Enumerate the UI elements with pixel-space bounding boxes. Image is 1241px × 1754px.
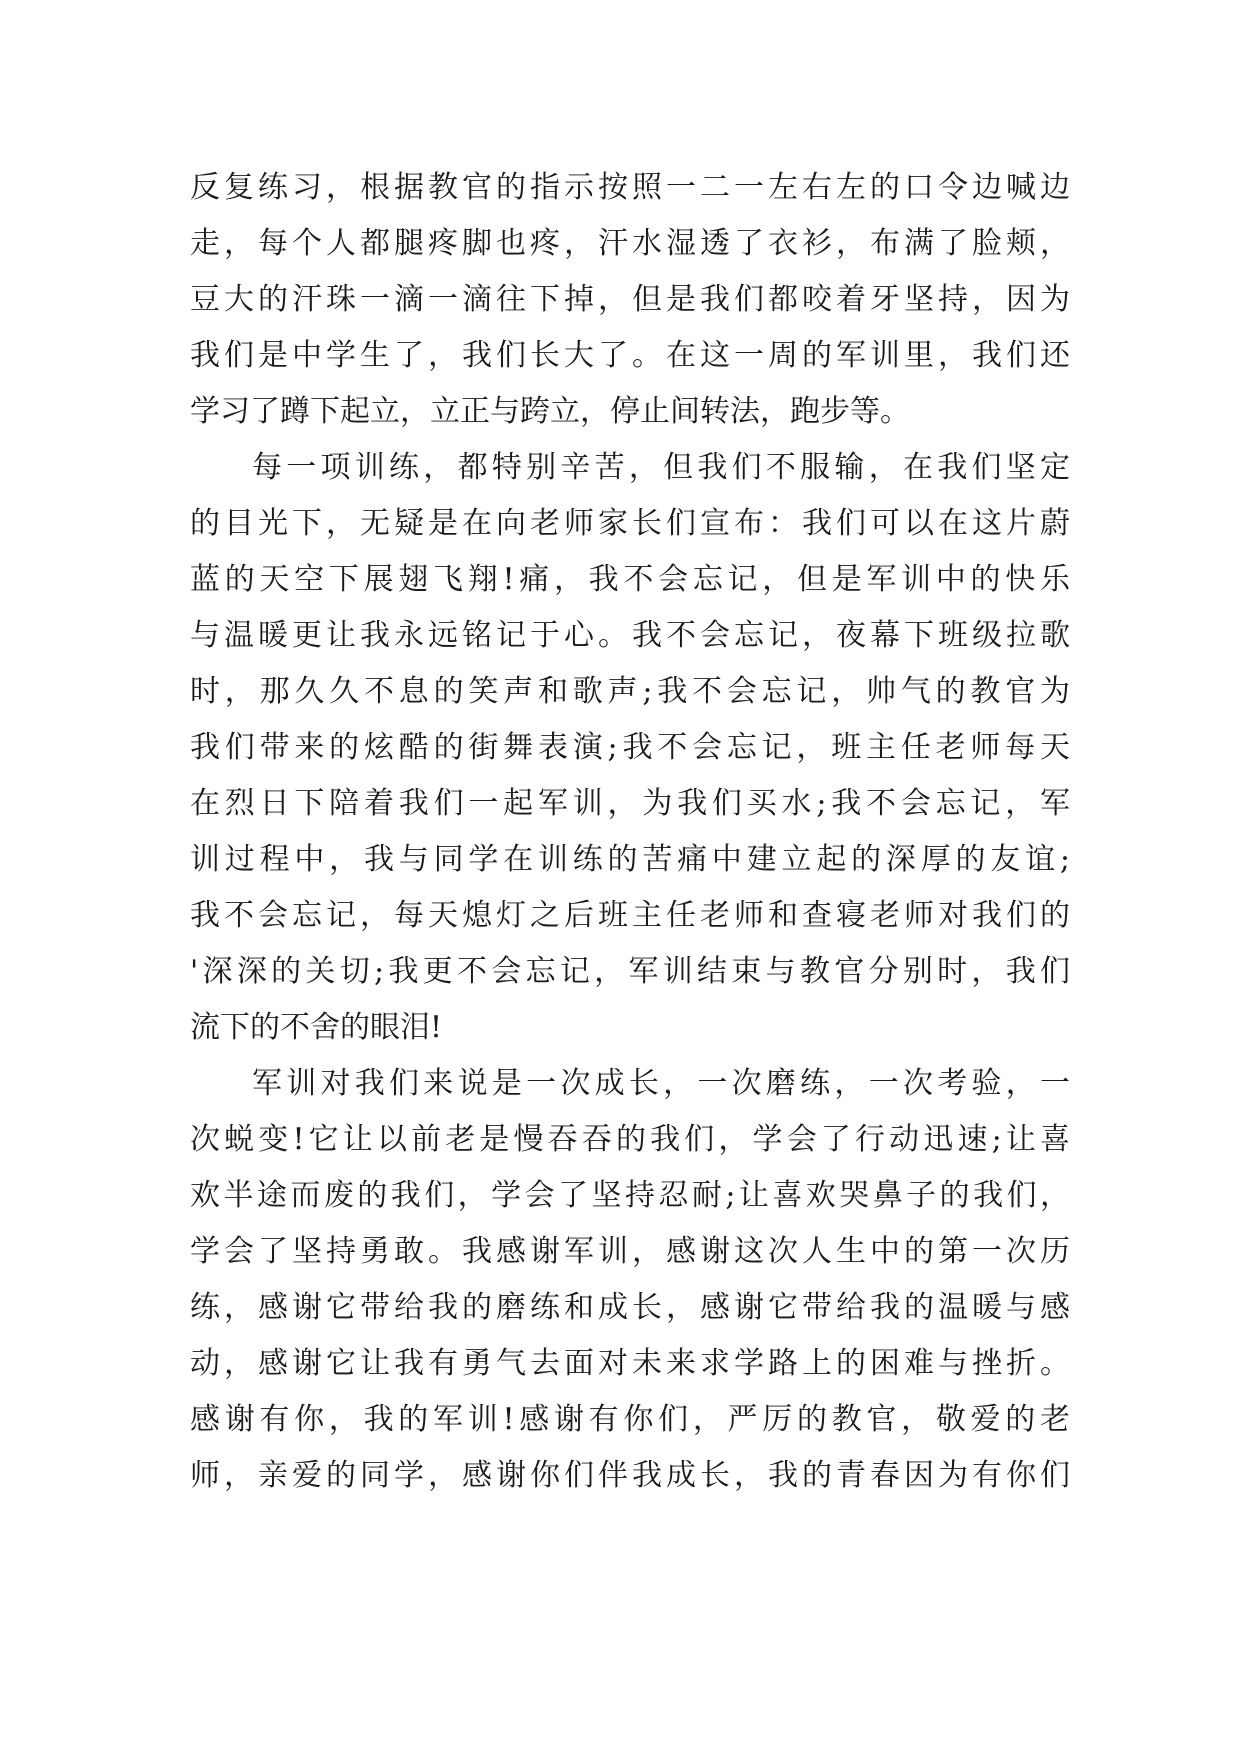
text-line: 时，那久久不息的笑声和歌声;我不会忘记，帅气的教官为	[190, 674, 1070, 709]
text-line: 与温暖更让我永远铭记于心。我不会忘记，夜幕下班级拉歌	[190, 618, 1070, 653]
text-line: 流下的不舍的眼泪!	[190, 1010, 443, 1045]
text-line: 我们是中学生了，我们长大了。在这一周的军训里，我们还	[190, 338, 1070, 373]
text-line: 走，每个人都腿疼脚也疼，汗水湿透了衣衫，布满了脸颊，	[190, 226, 1070, 261]
paragraph-start-line: 每一项训练，都特别辛苦，但我们不服输，在我们坚定	[252, 450, 1070, 485]
text-line: 蓝的天空下展翅飞翔!痛，我不会忘记，但是军训中的快乐	[190, 562, 1070, 597]
text-line: 的目光下，无疑是在向老师家长们宣布：我们可以在这片蔚	[190, 506, 1070, 541]
text-line: 学会了坚持勇敢。我感谢军训，感谢这次人生中的第一次历	[190, 1234, 1070, 1269]
text-line: 感谢有你，我的军训!感谢有你们，严厉的教官，敬爱的老	[190, 1402, 1070, 1437]
text-line: 欢半途而废的我们，学会了坚持忍耐;让喜欢哭鼻子的我们，	[190, 1178, 1070, 1213]
body-text	[190, 160, 1070, 1504]
text-line: 练，感谢它带给我的磨练和成长，感谢它带给我的温暖与感	[190, 1290, 1070, 1325]
text-line: 我不会忘记，每天熄灯之后班主任老师和查寝老师对我们的	[190, 898, 1070, 933]
text-line: 在烈日下陪着我们一起军训，为我们买水;我不会忘记，军	[190, 786, 1070, 821]
text-line: 反复练习，根据教官的指示按照一二一左右左的口令边喊边	[190, 170, 1070, 205]
text-line: 豆大的汗珠一滴一滴往下掉，但是我们都咬着牙坚持，因为	[190, 282, 1070, 317]
text-line: '深深的关切;我更不会忘记，军训结束与教官分别时，我们	[190, 954, 1070, 989]
text-line: 我们带来的炫酷的街舞表演;我不会忘记，班主任老师每天	[190, 730, 1070, 765]
paragraph-start-line: 军训对我们来说是一次成长，一次磨练，一次考验，一	[252, 1066, 1070, 1101]
text-line: 次蜕变!它让以前老是慢吞吞的我们，学会了行动迅速;让喜	[190, 1122, 1070, 1157]
text-line: 动，感谢它让我有勇气去面对未来求学路上的困难与挫折。	[190, 1346, 1070, 1381]
text-line: 师，亲爱的同学，感谢你们伴我成长，我的青春因为有你们	[190, 1458, 1070, 1493]
text-line: 训过程中，我与同学在训练的苦痛中建立起的深厚的友谊;	[190, 842, 1070, 877]
text-line: 学习了蹲下起立，立正与跨立，停止间转法，跑步等。	[190, 394, 910, 429]
